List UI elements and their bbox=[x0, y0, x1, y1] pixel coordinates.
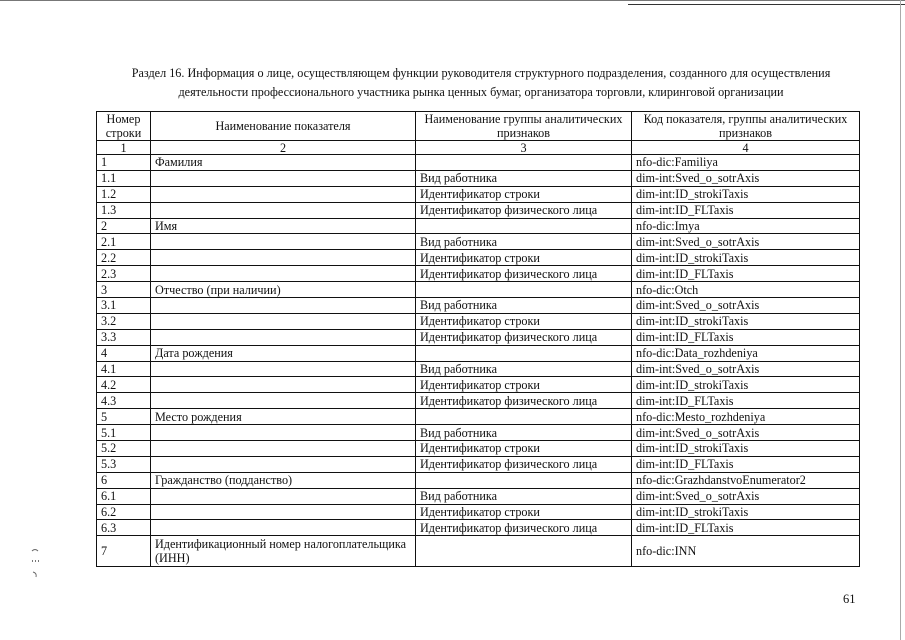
table-row bbox=[97, 393, 860, 409]
group-name-cell: Идентификатор строки bbox=[416, 250, 632, 266]
header-group-name: Наименование группы аналитических признаков bbox=[416, 112, 632, 141]
row-number-cell: 5.3 bbox=[97, 456, 151, 472]
row-number-cell: 2.2 bbox=[97, 250, 151, 266]
indicator-name-cell bbox=[151, 377, 416, 393]
row-number-cell: 5 bbox=[97, 409, 151, 425]
scan-margin-mark bbox=[30, 548, 40, 580]
scan-edge bbox=[628, 4, 905, 5]
group-name-cell bbox=[416, 345, 632, 361]
indicator-name-cell: Фамилия bbox=[151, 155, 416, 171]
row-number-cell: 2.3 bbox=[97, 266, 151, 282]
column-numbers-row bbox=[97, 141, 860, 155]
code-cell: dim-int:ID_FLTaxis bbox=[632, 393, 860, 409]
indicator-name-cell bbox=[151, 329, 416, 345]
code-cell: dim-int:ID_strokiTaxis bbox=[632, 313, 860, 329]
group-name-cell: Вид работника bbox=[416, 170, 632, 186]
table-row bbox=[97, 472, 860, 488]
table-row bbox=[97, 345, 860, 361]
code-cell: dim-int:Sved_o_sotrAxis bbox=[632, 170, 860, 186]
indicator-name-cell bbox=[151, 504, 416, 520]
section-heading-line-1: Раздел 16. Информация о лице, осуществляющем функции руководителя структурного подразделения, созданного для осуществления bbox=[131, 66, 831, 80]
column-number: 4 bbox=[632, 141, 860, 155]
table-row bbox=[97, 218, 860, 234]
code-cell: dim-int:Sved_o_sotrAxis bbox=[632, 361, 860, 377]
row-number-cell: 2 bbox=[97, 218, 151, 234]
table-row bbox=[97, 536, 860, 567]
header-row-number: Номер строки bbox=[97, 112, 151, 141]
group-name-cell: Идентификатор физического лица bbox=[416, 202, 632, 218]
header-code: Код показателя, группы аналитических признаков bbox=[632, 112, 860, 141]
group-name-cell: Вид работника bbox=[416, 361, 632, 377]
scan-edge bbox=[900, 0, 901, 640]
column-number: 3 bbox=[416, 141, 632, 155]
indicator-name-cell bbox=[151, 456, 416, 472]
table-row bbox=[97, 456, 860, 472]
table-row bbox=[97, 504, 860, 520]
indicators-table bbox=[96, 111, 860, 567]
code-cell: dim-int:Sved_o_sotrAxis bbox=[632, 425, 860, 441]
indicator-name-cell: Отчество (при наличии) bbox=[151, 282, 416, 298]
table-row bbox=[97, 155, 860, 171]
indicator-name-cell bbox=[151, 425, 416, 441]
row-number-cell: 6.1 bbox=[97, 488, 151, 504]
group-name-cell: Идентификатор строки bbox=[416, 377, 632, 393]
row-number-cell: 4.2 bbox=[97, 377, 151, 393]
code-cell: nfo-dic:GrazhdanstvoEnumerator2 bbox=[632, 472, 860, 488]
table-row bbox=[97, 282, 860, 298]
table-header-row bbox=[97, 112, 860, 141]
row-number-cell: 4 bbox=[97, 345, 151, 361]
group-name-cell: Вид работника bbox=[416, 488, 632, 504]
table-row bbox=[97, 186, 860, 202]
column-number: 2 bbox=[151, 141, 416, 155]
page-number: 61 bbox=[843, 592, 856, 606]
row-number-cell: 3.2 bbox=[97, 313, 151, 329]
indicator-name-cell bbox=[151, 170, 416, 186]
code-cell: dim-int:ID_strokiTaxis bbox=[632, 250, 860, 266]
group-name-cell: Идентификатор физического лица bbox=[416, 329, 632, 345]
table-body bbox=[97, 155, 860, 567]
code-cell: nfo-dic:Familiya bbox=[632, 155, 860, 171]
row-number-cell: 4.1 bbox=[97, 361, 151, 377]
indicator-name-cell: Идентификационный номер налогоплательщика (ИНН) bbox=[151, 536, 416, 567]
group-name-cell: Идентификатор физического лица bbox=[416, 456, 632, 472]
indicator-name-cell bbox=[151, 202, 416, 218]
row-number-cell: 3 bbox=[97, 282, 151, 298]
group-name-cell bbox=[416, 282, 632, 298]
row-number-cell: 5.2 bbox=[97, 441, 151, 457]
table-row bbox=[97, 441, 860, 457]
table-row bbox=[97, 250, 860, 266]
indicator-name-cell bbox=[151, 361, 416, 377]
group-name-cell bbox=[416, 218, 632, 234]
indicator-name-cell bbox=[151, 250, 416, 266]
table-row bbox=[97, 409, 860, 425]
row-number-cell: 1.1 bbox=[97, 170, 151, 186]
indicator-name-cell: Гражданство (подданство) bbox=[151, 472, 416, 488]
code-cell: dim-int:ID_FLTaxis bbox=[632, 456, 860, 472]
group-name-cell: Вид работника bbox=[416, 298, 632, 314]
section-heading bbox=[96, 64, 866, 102]
indicator-name-cell: Имя bbox=[151, 218, 416, 234]
indicator-name-cell bbox=[151, 234, 416, 250]
code-cell: dim-int:ID_FLTaxis bbox=[632, 520, 860, 536]
table-row bbox=[97, 377, 860, 393]
code-cell: dim-int:ID_strokiTaxis bbox=[632, 377, 860, 393]
code-cell: dim-int:ID_FLTaxis bbox=[632, 266, 860, 282]
group-name-cell: Идентификатор физического лица bbox=[416, 520, 632, 536]
row-number-cell: 6 bbox=[97, 472, 151, 488]
code-cell: dim-int:ID_strokiTaxis bbox=[632, 441, 860, 457]
table-row bbox=[97, 329, 860, 345]
indicator-name-cell: Дата рождения bbox=[151, 345, 416, 361]
code-cell: dim-int:Sved_o_sotrAxis bbox=[632, 298, 860, 314]
header-indicator-name: Наименование показателя bbox=[151, 112, 416, 141]
indicator-name-cell bbox=[151, 266, 416, 282]
group-name-cell: Идентификатор строки bbox=[416, 186, 632, 202]
indicator-name-cell bbox=[151, 488, 416, 504]
table-row bbox=[97, 425, 860, 441]
table-row bbox=[97, 298, 860, 314]
group-name-cell: Идентификатор строки bbox=[416, 504, 632, 520]
indicator-name-cell bbox=[151, 186, 416, 202]
group-name-cell: Идентификатор физического лица bbox=[416, 393, 632, 409]
column-number: 1 bbox=[97, 141, 151, 155]
row-number-cell: 6.3 bbox=[97, 520, 151, 536]
group-name-cell: Идентификатор физического лица bbox=[416, 266, 632, 282]
group-name-cell bbox=[416, 155, 632, 171]
indicator-name-cell bbox=[151, 298, 416, 314]
group-name-cell: Вид работника bbox=[416, 425, 632, 441]
table-row bbox=[97, 234, 860, 250]
row-number-cell: 7 bbox=[97, 536, 151, 567]
table-row bbox=[97, 266, 860, 282]
row-number-cell: 2.1 bbox=[97, 234, 151, 250]
row-number-cell: 6.2 bbox=[97, 504, 151, 520]
code-cell: nfo-dic:Imya bbox=[632, 218, 860, 234]
row-number-cell: 3.3 bbox=[97, 329, 151, 345]
code-cell: nfo-dic:Data_rozhdeniya bbox=[632, 345, 860, 361]
group-name-cell: Идентификатор строки bbox=[416, 441, 632, 457]
group-name-cell bbox=[416, 536, 632, 567]
code-cell: nfo-dic:Mesto_rozhdeniya bbox=[632, 409, 860, 425]
group-name-cell: Вид работника bbox=[416, 234, 632, 250]
indicator-name-cell bbox=[151, 393, 416, 409]
row-number-cell: 1.3 bbox=[97, 202, 151, 218]
code-cell: dim-int:Sved_o_sotrAxis bbox=[632, 234, 860, 250]
code-cell: dim-int:ID_strokiTaxis bbox=[632, 186, 860, 202]
section-heading-line-2: деятельности профессионального участника рынка ценных бумаг, организатора торговли, клиринговой организации bbox=[178, 85, 784, 99]
code-cell: dim-int:Sved_o_sotrAxis bbox=[632, 488, 860, 504]
scan-edge bbox=[0, 0, 905, 1]
table-row bbox=[97, 520, 860, 536]
code-cell: dim-int:ID_strokiTaxis bbox=[632, 504, 860, 520]
indicator-name-cell bbox=[151, 441, 416, 457]
table-row bbox=[97, 361, 860, 377]
table-row bbox=[97, 313, 860, 329]
row-number-cell: 1.2 bbox=[97, 186, 151, 202]
table-row bbox=[97, 202, 860, 218]
row-number-cell: 5.1 bbox=[97, 425, 151, 441]
indicator-name-cell bbox=[151, 520, 416, 536]
code-cell: nfo-dic:Otch bbox=[632, 282, 860, 298]
table-row bbox=[97, 488, 860, 504]
code-cell: nfo-dic:INN bbox=[632, 536, 860, 567]
row-number-cell: 3.1 bbox=[97, 298, 151, 314]
table-row bbox=[97, 170, 860, 186]
group-name-cell bbox=[416, 409, 632, 425]
indicator-name-cell bbox=[151, 313, 416, 329]
group-name-cell: Идентификатор строки bbox=[416, 313, 632, 329]
code-cell: dim-int:ID_FLTaxis bbox=[632, 202, 860, 218]
group-name-cell bbox=[416, 472, 632, 488]
code-cell: dim-int:ID_FLTaxis bbox=[632, 329, 860, 345]
indicator-name-cell: Место рождения bbox=[151, 409, 416, 425]
row-number-cell: 4.3 bbox=[97, 393, 151, 409]
row-number-cell: 1 bbox=[97, 155, 151, 171]
